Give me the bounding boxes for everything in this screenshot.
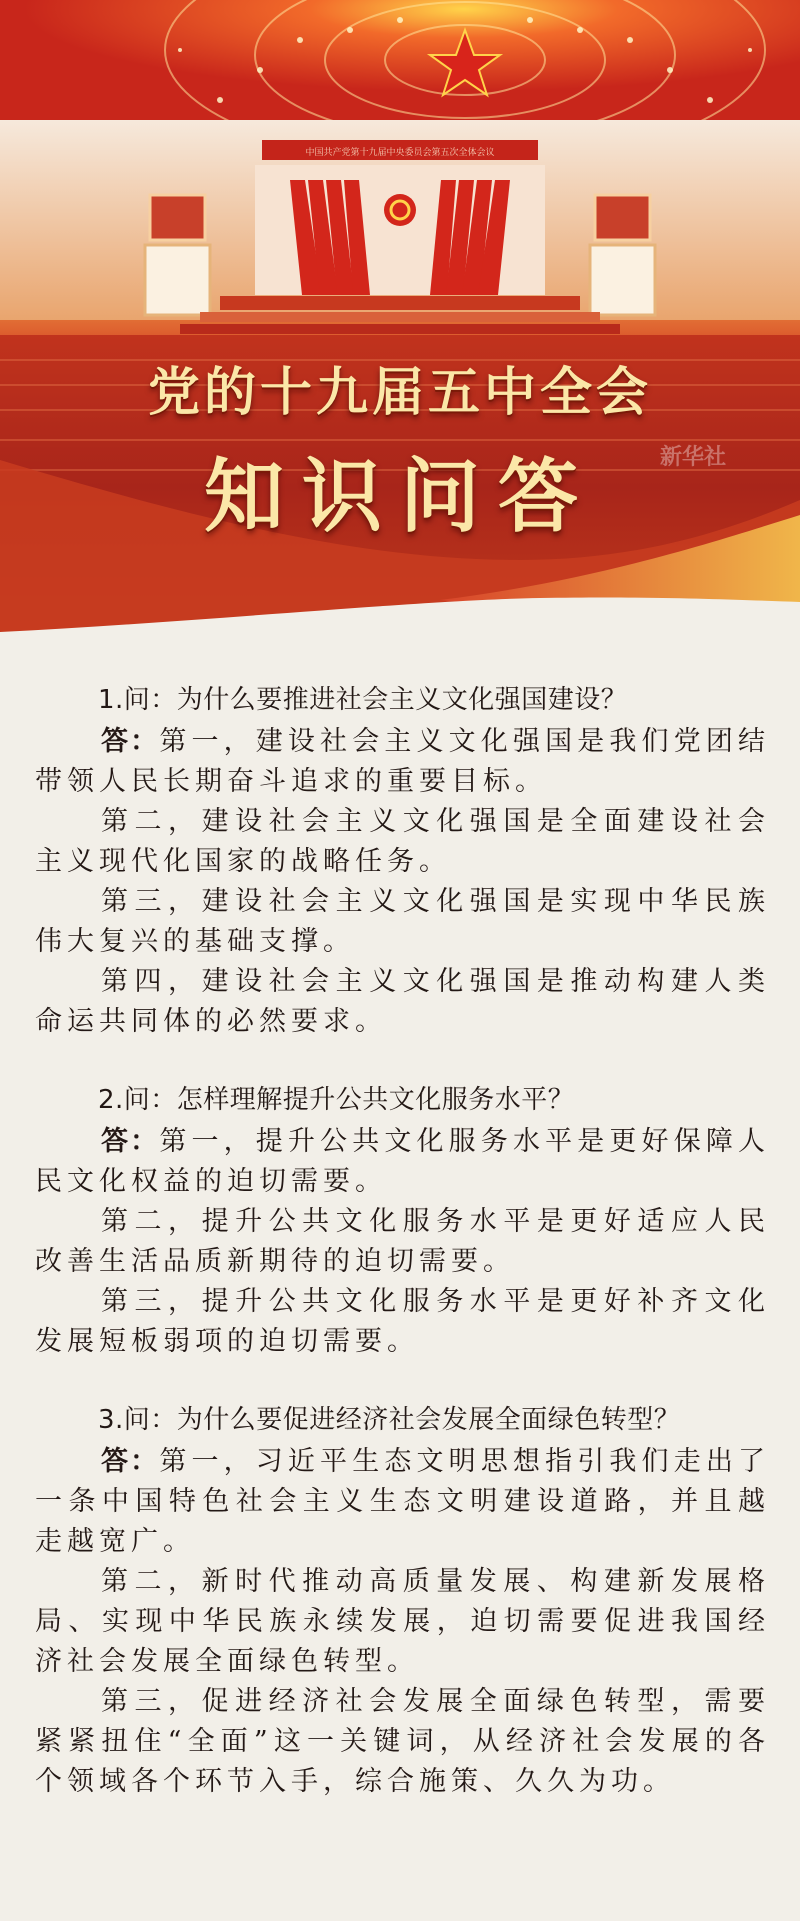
title-line-1: 党的十九届五中全会: [147, 363, 652, 423]
qa-item-1: [0, 680, 800, 1042]
banner: [0, 0, 800, 640]
answer-paragraph: 第三，提升公共文化服务水平是更好补齐文化发展短板弱项的迫切需要。: [35, 1286, 770, 1357]
answer-paragraph: 第三，促进经济社会发展全面绿色转型，需要紧紧扭住“全面”这一关键词，从经济社会发展的各个领域各个环节入手，综合施策、久久为功。: [35, 1686, 770, 1797]
answer-label: 答：: [101, 1126, 160, 1157]
answer-text: 第一，建设社会主义文化强国是我们党团结带领人民长期奋斗追求的重要目标。: [35, 726, 771, 797]
question: 1.问：为什么要推进社会主义文化强国建设？: [98, 685, 628, 715]
qa-item-3: [0, 1400, 800, 1802]
answer-text: 第一，提升公共文化服务水平是更好保障人民文化权益的迫切需要。: [35, 1126, 771, 1197]
answer-paragraph: 第四，建设社会主义文化强国是推动构建人类命运共同体的必然要求。: [35, 966, 770, 1037]
answer-paragraph: [0, 722, 800, 802]
answer-paragraph: 第二，新时代推动高质量发展、构建新发展格局、实现中华民族永续发展，迫切需要促进我国经济社会发展全面绿色转型。: [35, 1566, 770, 1677]
title-line-2: 知识问答: [204, 450, 596, 543]
answer-text: 第一，习近平生态文明思想指引我们走出了一条中国特色社会主义生态文明建设道路，并且越走越宽广。: [35, 1446, 771, 1557]
answer-paragraph: 第三，建设社会主义文化强国是实现中华民族伟大复兴的基础支撑。: [35, 886, 770, 957]
answer-paragraph: [0, 1442, 800, 1562]
answer-label: 答：: [101, 1446, 160, 1477]
xinhua-watermark: 新华社: [660, 445, 727, 470]
answer-paragraph: 第二，提升公共文化服务水平是更好适应人民改善生活品质新期待的迫切需要。: [35, 1206, 770, 1277]
question: 3.问：为什么要促进经济社会发展全面绿色转型？: [98, 1405, 681, 1435]
qa-content: [0, 680, 800, 1840]
question: 2.问：怎样理解提升公共文化服务水平？: [98, 1085, 575, 1115]
venue-caption: 中国共产党第十九届中央委员会第五次全体会议: [305, 148, 495, 158]
answer-label: 答：: [101, 726, 160, 757]
qa-item-2: [0, 1080, 800, 1362]
answer-paragraph: 第二，建设社会主义文化强国是全面建设社会主义现代化国家的战略任务。: [35, 806, 770, 877]
answer-paragraph: [0, 1122, 800, 1202]
